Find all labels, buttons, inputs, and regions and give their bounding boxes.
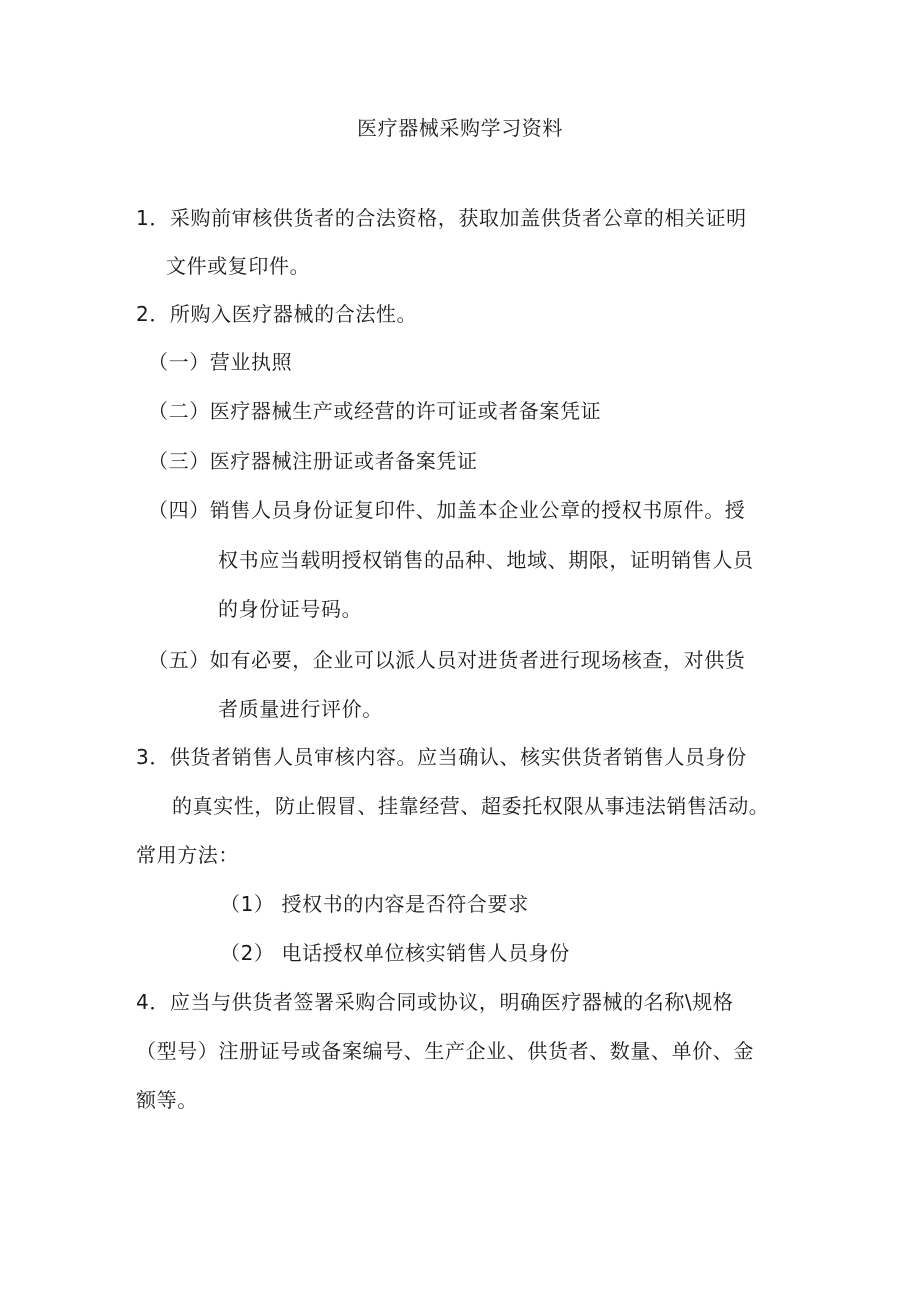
item-2-sub-2: （二）医疗器械生产或经营的许可证或者备案凭证: [148, 399, 602, 423]
item-4-line-2: （型号）注册证号或备案编号、生产企业、供货者、数量、单价、金: [136, 1039, 754, 1063]
item-1-line-2: 文件或复印件。: [166, 254, 311, 278]
methods-label: 常用方法：: [136, 843, 239, 867]
item-3-line-1: 3．供货者销售人员审核内容。应当确认、核实供货者销售人员身份: [136, 745, 747, 769]
item-4-line-1: 4．应当与供货者签署采购合同或协议，明确医疗器械的名称\规格: [136, 990, 734, 1014]
method-2: （2） 电话授权单位核实销售人员身份: [220, 941, 570, 965]
item-2-sub-5-line-1: （五）如有必要，企业可以派人员对进货者进行现场核查，对供货: [148, 648, 746, 672]
item-1-line-1: 1．采购前审核供货者的合法资格，获取加盖供货者公章的相关证明: [136, 206, 747, 230]
item-4-line-3: 额等。: [136, 1088, 198, 1112]
item-2-sub-4-line-3: 的身份证号码。: [218, 597, 363, 621]
item-2-sub-4-line-2: 权书应当载明授权销售的品种、地域、期限，证明销售人员: [218, 548, 754, 572]
item-2-sub-4-line-1: （四）销售人员身份证复印件、加盖本企业公章的授权书原件。授: [148, 498, 746, 522]
document-title: 医疗器械采购学习资料: [357, 116, 563, 140]
method-1: （1） 授权书的内容是否符合要求: [220, 892, 529, 916]
item-2-heading: 2．所购入医疗器械的合法性。: [136, 302, 418, 326]
item-2-sub-5-line-2: 者质量进行评价。: [218, 697, 383, 721]
item-2-sub-3: （三）医疗器械注册证或者备案凭证: [148, 449, 478, 473]
item-3-line-2: 的真实性，防止假冒、挂靠经营、超委托权限从事违法销售活动。: [172, 794, 770, 818]
item-2-sub-1: （一）营业执照: [148, 350, 293, 374]
